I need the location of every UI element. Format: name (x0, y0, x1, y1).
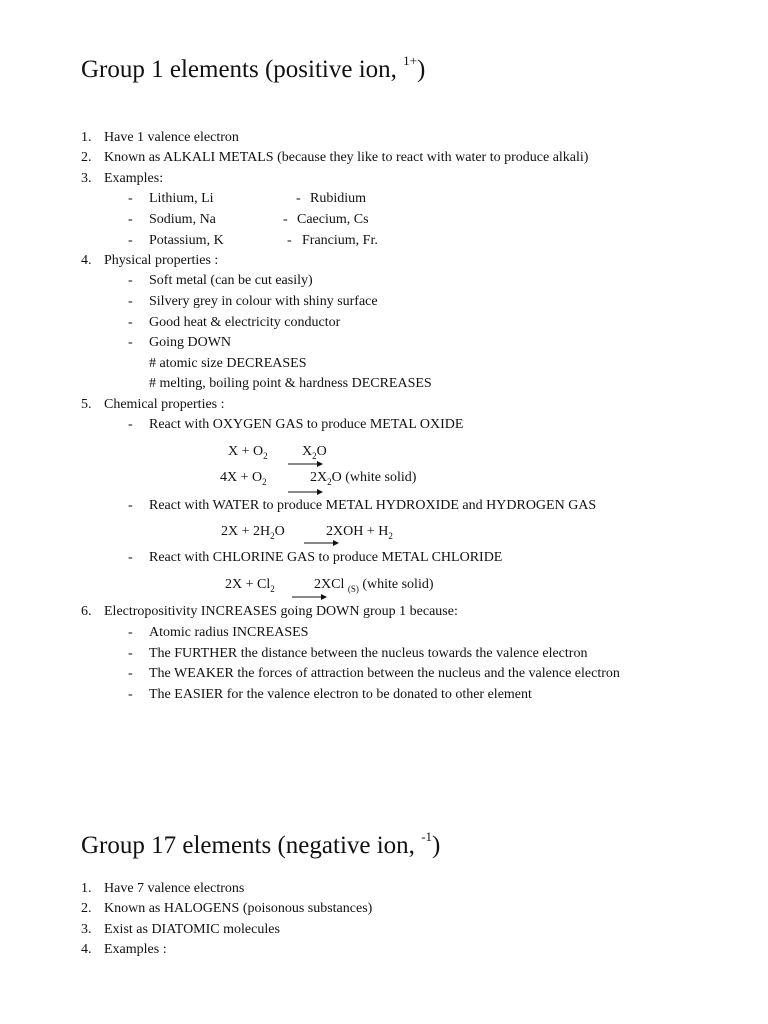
bullet-dash: - (128, 315, 133, 330)
list-number: 4. (81, 942, 92, 957)
title-superscript: 1+ (403, 52, 418, 68)
bullet-dash: - (128, 273, 133, 288)
trend-item: # atomic size DECREASES (149, 356, 307, 371)
list-number: 1. (81, 130, 92, 145)
property-item: Silvery grey in colour with shiny surface (149, 294, 378, 309)
bullet-dash: - (128, 191, 133, 206)
equation-reactants: $X + O_2$ (228, 444, 268, 461)
reason-item: The FURTHER the distance between the nucleus towards the valence electron (149, 646, 588, 661)
bullet-dash: - (128, 335, 133, 350)
section-1-title: Group 1 elements (positive ion, $^{1+}$) (81, 52, 426, 83)
bullet-dash: - (128, 498, 133, 513)
reason-item: The EASIER for the valence electron to be donated to other element (149, 687, 532, 702)
bullet-dash: - (128, 417, 133, 432)
list-item: Examples : (104, 942, 167, 957)
bullet-dash: - (128, 233, 133, 248)
list-item: Chemical properties : (104, 397, 225, 412)
trend-item: # melting, boiling point & hardness DECREASES (149, 376, 432, 391)
example-element: Lithium, Li (149, 191, 214, 206)
example-element: Rubidium (310, 191, 367, 206)
list-item: Have 1 valence electron (104, 130, 239, 145)
list-item: Known as HALOGENS (poisonous substances) (104, 901, 373, 916)
section-2-title: Group 17 elements (negative ion, $^{-1}$) (81, 828, 441, 859)
reaction-item: React with WATER to produce METAL HYDROXIDE and HYDROGEN GAS (149, 498, 597, 513)
list-number: 2. (81, 150, 92, 165)
list-item: Exist as DIATOMIC molecules (104, 922, 280, 937)
list-item: Examples: (104, 171, 164, 186)
equation-products: 2XCl $_{(S)}$ (white solid) (314, 577, 434, 594)
reaction-arrow-icon (288, 488, 324, 496)
list-number: 4. (81, 253, 92, 268)
reaction-item: React with CHLORINE GAS to produce METAL CHLORIDE (149, 550, 503, 565)
reaction-arrow-icon (292, 593, 328, 601)
equation-reactants: $2X + Cl_2$ (225, 577, 275, 594)
example-element: Caecium, Cs (297, 212, 369, 227)
equation-products: $X_2O$ (302, 444, 327, 461)
list-number: 6. (81, 604, 92, 619)
reason-item: Atomic radius INCREASES (149, 625, 309, 640)
example-element: Potassium, K (149, 233, 224, 248)
bullet-dash: - (287, 233, 292, 248)
property-item: Going DOWN (149, 335, 232, 350)
equation-products: $2X_2O$ (white solid) (310, 470, 417, 487)
reason-item: The WEAKER the forces of attraction between the nucleus and the valence electron (149, 666, 620, 681)
bullet-dash: - (128, 212, 133, 227)
bullet-dash: - (128, 687, 133, 702)
reaction-item: React with OXYGEN GAS to produce METAL OXIDE (149, 417, 464, 432)
example-element: Francium, Fr. (302, 233, 378, 248)
reaction-arrow-icon (288, 460, 324, 468)
list-item: Have 7 valence electrons (104, 881, 245, 896)
bullet-dash: - (128, 666, 133, 681)
property-item: Soft metal (can be cut easily) (149, 273, 313, 288)
list-item: Known as ALKALI METALS (because they like to react with water to produce alkali) (104, 150, 589, 165)
list-number: 3. (81, 171, 92, 186)
bullet-dash: - (283, 212, 288, 227)
property-item: Good heat & electricity conductor (149, 315, 341, 330)
equation-reactants: $2X + 2H_2O$ (221, 524, 285, 541)
equation-reactants: $4X + O_2$ (220, 470, 267, 487)
list-number: 2. (81, 901, 92, 916)
title-superscript: -1 (421, 828, 433, 844)
equation-products: $2XOH + H_2$ (326, 524, 393, 541)
bullet-dash: - (296, 191, 301, 206)
list-number: 3. (81, 922, 92, 937)
bullet-dash: - (128, 294, 133, 309)
bullet-dash: - (128, 646, 133, 661)
list-number: 5. (81, 397, 92, 412)
example-element: Sodium, Na (149, 212, 216, 227)
list-number: 1. (81, 881, 92, 896)
bullet-dash: - (128, 550, 133, 565)
list-item: Electropositivity INCREASES going DOWN group 1 because: (104, 604, 458, 619)
list-item: Physical properties : (104, 253, 219, 268)
bullet-dash: - (128, 625, 133, 640)
